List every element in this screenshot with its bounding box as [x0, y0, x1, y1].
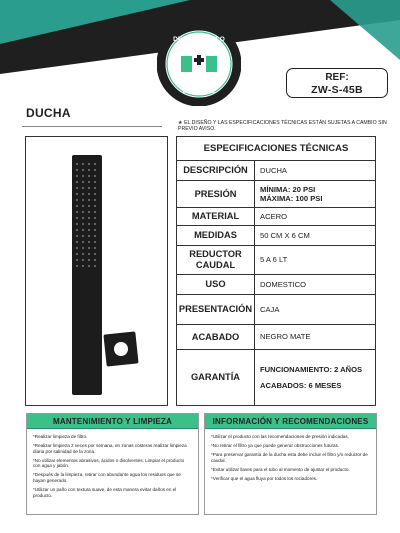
spec-label: DESCRIPCIÓN: [177, 161, 255, 180]
spec-row-descripcion: [177, 161, 375, 181]
spec-label: MEDIDAS: [177, 226, 255, 245]
spec-value-line: DUCHA: [260, 165, 288, 175]
spec-value: [255, 181, 375, 207]
spec-label: PRESIÓN: [177, 181, 255, 207]
info-list: [205, 429, 376, 490]
spec-row-reductor: [177, 246, 375, 275]
maintenance-heading: MANTENIMIENTO Y LIMPIEZA: [27, 414, 198, 429]
info-heading: INFORMACIÓN Y RECOMENDACIONES: [205, 414, 376, 429]
spec-label: MATERIAL: [177, 208, 255, 225]
spec-value-line: MÁXIMA: 100 PSI: [260, 194, 323, 203]
spec-value: [255, 161, 375, 180]
spec-value-line: 5 A 6 LT: [260, 255, 288, 265]
svg-text:DESDE 2012: DESDE 2012: [182, 89, 216, 95]
spec-row-medidas: [177, 226, 375, 246]
reference-label: REF:: [325, 72, 349, 83]
list-item: *Realizar limpieza 2 veces por semana, en zonas costeras realizar limpieza diaria por salinidad de la zona.: [33, 443, 187, 454]
list-item: *Después de la limpieza, retirar con abundante agua los residuos que se hayan generado.: [33, 472, 181, 484]
spec-value-line: NEGRO MATE: [260, 332, 311, 342]
spec-row-presentacion: [177, 295, 375, 325]
info-box: [204, 413, 377, 515]
maintenance-list: [27, 429, 198, 507]
spec-label: REDUCTOR CAUDAL: [177, 246, 255, 274]
list-item: *Verificar que el agua fluya por todos los rociadores.: [211, 475, 318, 481]
maintenance-box: [26, 413, 199, 515]
spec-value-line: CAJA: [260, 304, 280, 314]
spec-label: USO: [177, 275, 255, 294]
spec-value: [255, 350, 375, 405]
list-item: *Evitar utilizar llaves para el tubo al momento de ajustar el producto.: [211, 466, 350, 472]
spec-value: [255, 226, 375, 245]
product-title: DUCHA: [26, 106, 71, 120]
spec-table: [176, 136, 376, 406]
spec-label: PRESENTACIÓN: [177, 295, 255, 324]
change-notice: ★ EL DISEÑO Y LAS ESPECIFICACIONES TÉCNICAS ESTÁN SUJETAS A CAMBIO SIN PREVIO AVISO.: [178, 120, 387, 133]
spec-value: [255, 246, 375, 274]
spec-row-uso: [177, 275, 375, 295]
spec-value-line: ACABADOS: 6 MESES: [260, 380, 342, 390]
spec-row-material: [177, 208, 375, 226]
list-item: *No utilizar elementos abrasivos, ácidos o disolventes. Limpiar el producto con agua y jabón.: [33, 457, 185, 469]
spec-value: [255, 325, 375, 349]
spec-row-presion: [177, 181, 375, 208]
spec-label: ACABADO: [177, 325, 255, 349]
spec-row-garantia: [177, 350, 375, 405]
reference-code: ZW-S-45B: [311, 84, 363, 96]
reference-box: [286, 68, 388, 98]
title-underline: [22, 126, 162, 127]
list-item: *Utilizar el producto con las recomendaciones de presión indicadas.: [211, 434, 349, 439]
spec-value-line: DOMESTICO: [260, 279, 306, 289]
spec-value-line: FUNCIONAMIENTO: 2 AÑOS: [260, 364, 363, 374]
spec-row-acabado: [177, 325, 375, 350]
spec-value-line: 50 CM X 6 CM: [260, 230, 310, 240]
brand-logo: [157, 22, 241, 106]
spec-label: GARANTÍA: [177, 350, 255, 405]
spec-value-line: MÍNIMA: 20 PSI: [260, 184, 316, 194]
list-item: *Realizar limpieza de filtro.: [33, 434, 88, 439]
spec-value: [255, 295, 375, 324]
spec-value: [255, 275, 375, 294]
list-item: *No retirar el filtro ya que puede generar obstrucciones futuras.: [211, 443, 340, 449]
spec-value-line: ACERO: [260, 211, 288, 221]
list-item: *Para preservar garantía de la ducha esta debe incluir el filtro y/o reductor de caudal.: [211, 452, 368, 463]
spec-heading: ESPECIFICACIONES TÉCNICAS: [177, 137, 375, 161]
spec-value: [255, 208, 375, 225]
svg-text:DECORAESTILO: DECORAESTILO: [173, 36, 225, 43]
product-image: [25, 136, 168, 406]
list-item: *Utilizar un paño con textura suave, de esta manera evitar daños en el producto.: [33, 487, 177, 498]
